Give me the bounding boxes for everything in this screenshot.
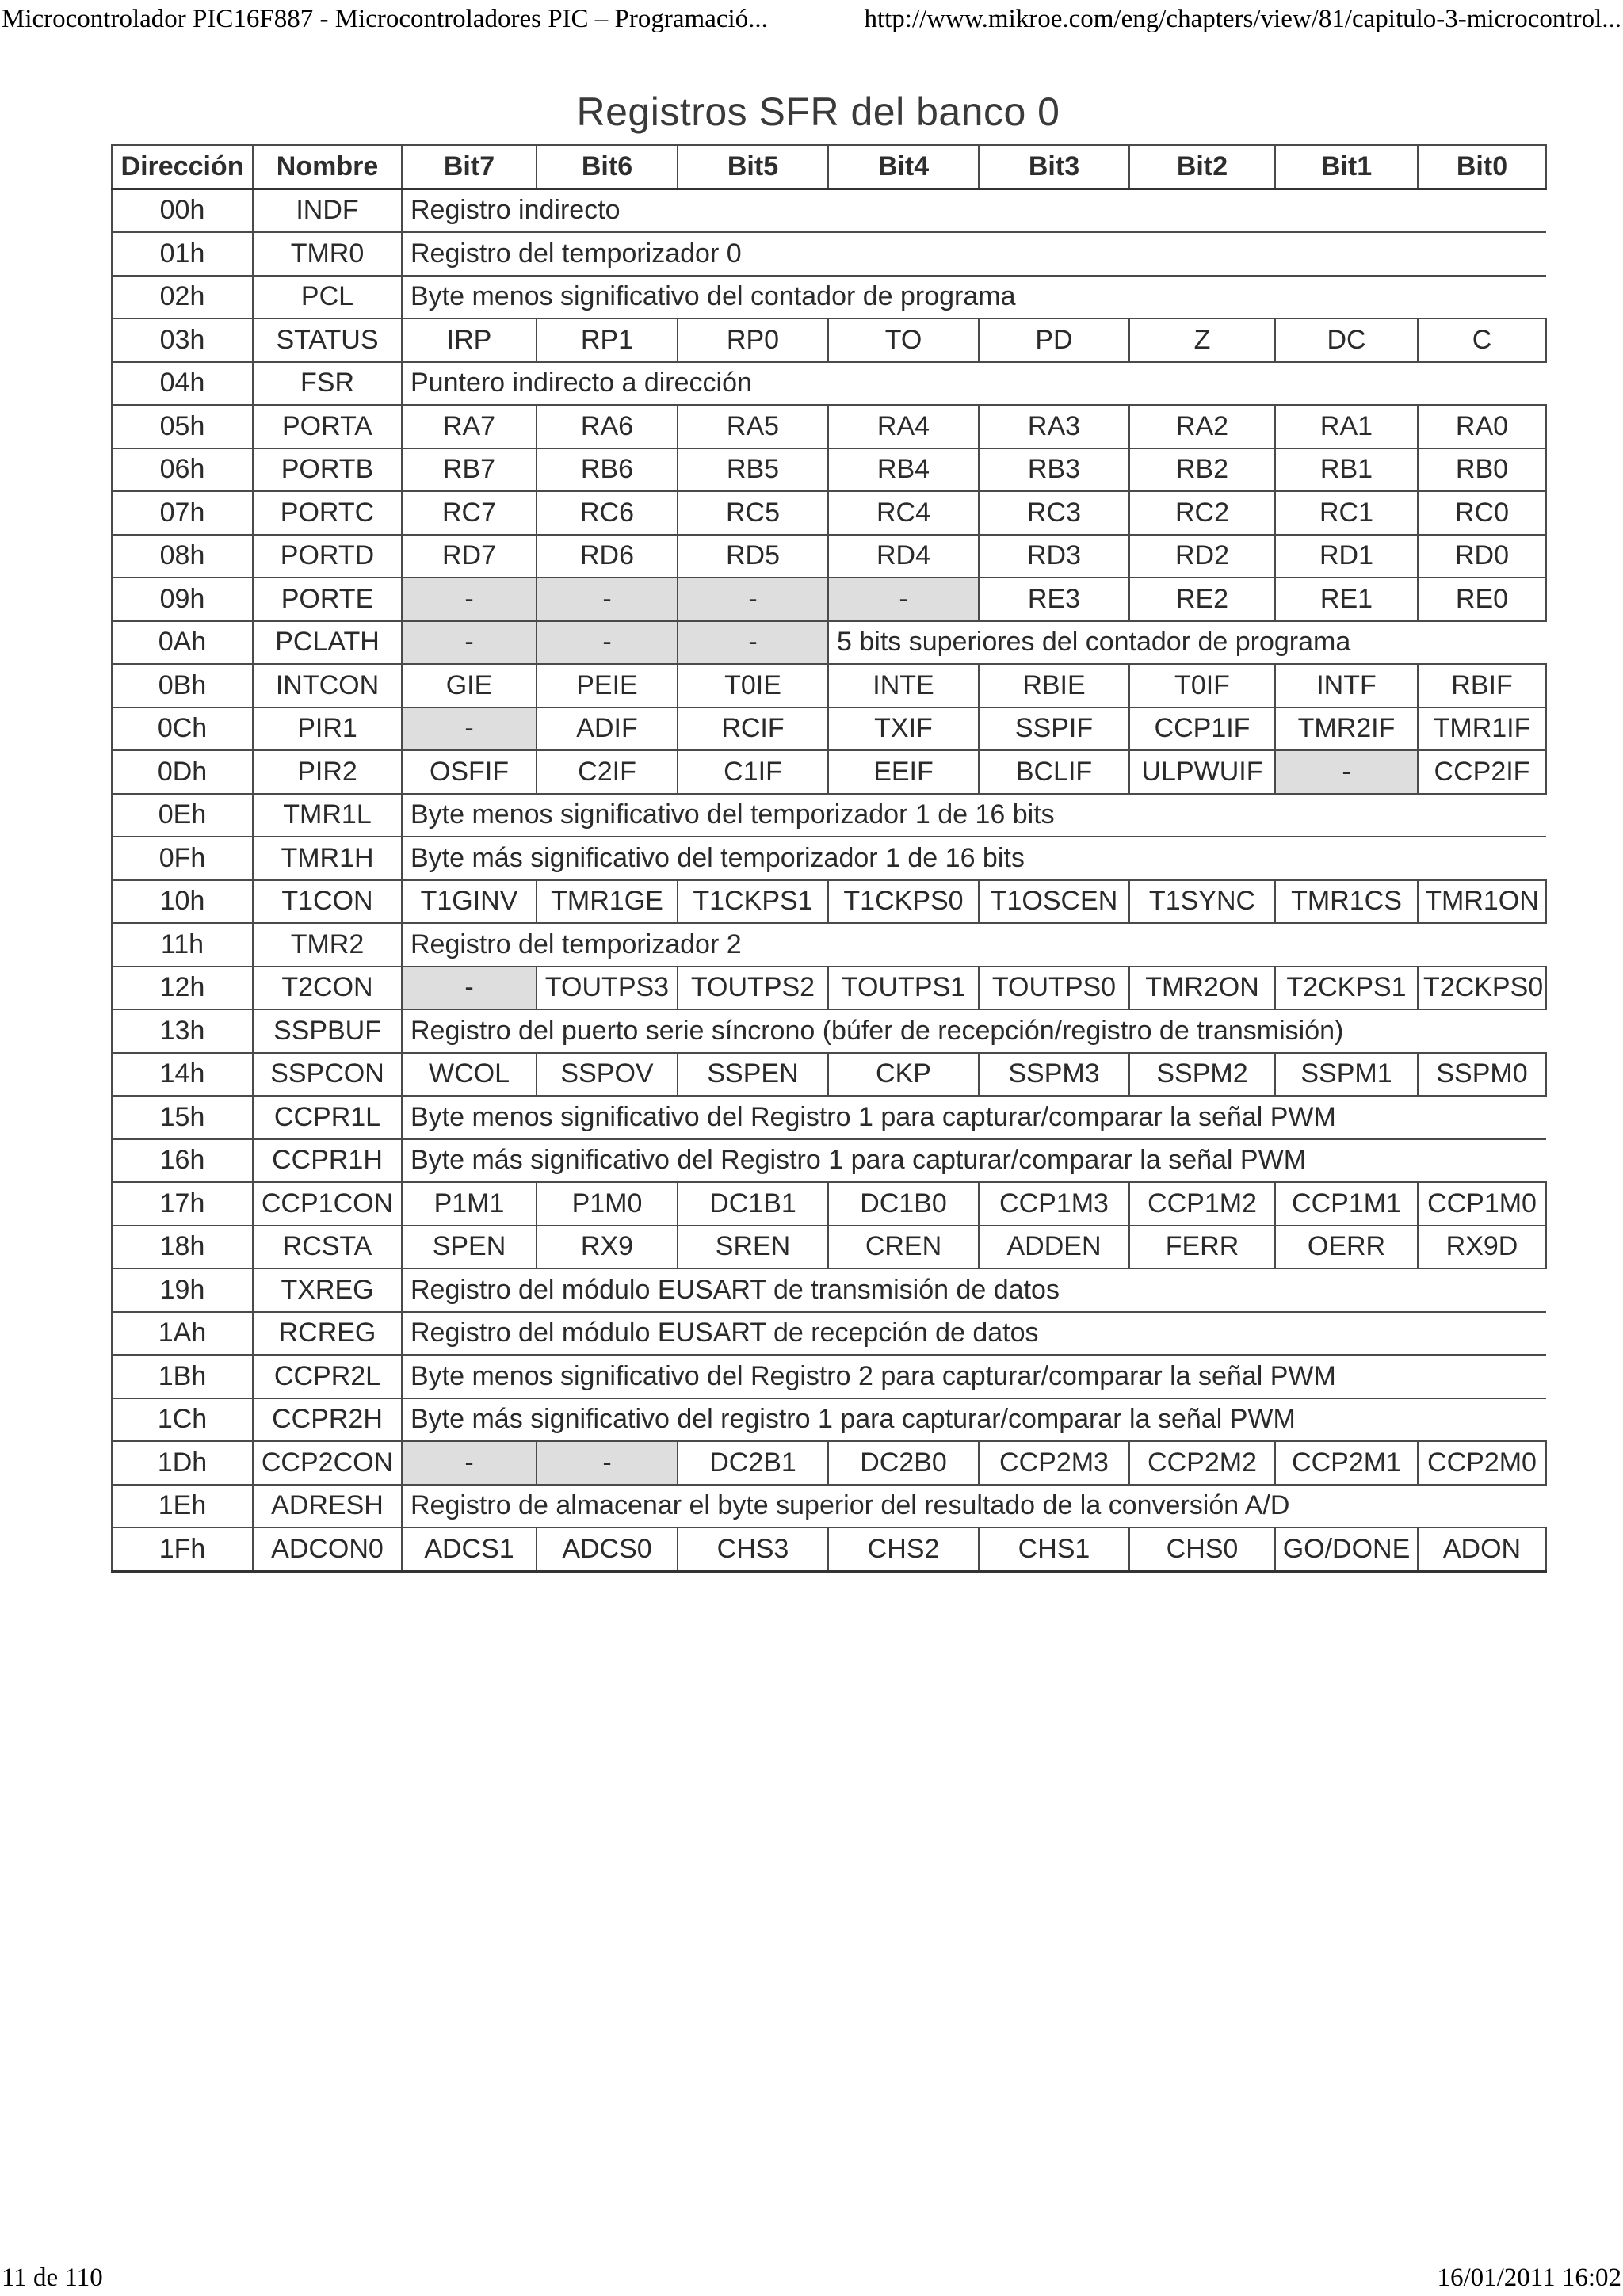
table-row (112, 318, 1546, 362)
bit-cell: RBIF (1418, 664, 1546, 707)
bit-cell: RC1 (1275, 491, 1418, 535)
bit-cell: INTF (1275, 664, 1418, 707)
address-cell: 0Eh (112, 794, 253, 837)
register-name-cell: CCPR2H (253, 1398, 402, 1442)
address-cell: 06h (112, 448, 253, 492)
address-cell: 02h (112, 276, 253, 319)
bit-cell: - (678, 621, 828, 665)
bit-cell: RD1 (1275, 535, 1418, 578)
description-cell: Byte menos significativo del Registro 1 para capturar/comparar la señal PWM (402, 1096, 1546, 1139)
header-cell: Bit1 (1275, 145, 1418, 189)
register-name-cell: PORTA (253, 405, 402, 448)
bit-cell: CCP1M3 (979, 1182, 1129, 1226)
bit-cell: T0IE (678, 664, 828, 707)
bit-cell: RA2 (1129, 405, 1275, 448)
bit-cell: OSFIF (402, 750, 537, 794)
register-name-cell: SSPCON (253, 1053, 402, 1097)
bit-cell: T1SYNC (1129, 880, 1275, 924)
bit-cell: RA0 (1418, 405, 1546, 448)
bit-cell: RA6 (537, 405, 678, 448)
description-cell: 5 bits superiores del contador de programa (828, 621, 1546, 665)
bit-cell: - (828, 578, 979, 621)
table-row (112, 1268, 1546, 1312)
address-cell: 12h (112, 967, 253, 1010)
description-cell: Registro indirecto (402, 189, 1546, 232)
register-name-cell: TMR0 (253, 232, 402, 276)
bit-cell: CCP2M2 (1129, 1441, 1275, 1485)
register-name-cell: PIR1 (253, 707, 402, 751)
print-header (0, 0, 1623, 48)
bit-cell: TMR2IF (1275, 707, 1418, 751)
table-row (112, 1312, 1546, 1356)
bit-cell: C (1418, 318, 1546, 362)
bit-cell: RD7 (402, 535, 537, 578)
bit-cell: RA7 (402, 405, 537, 448)
bit-cell: WCOL (402, 1053, 537, 1097)
address-cell: 0Ah (112, 621, 253, 665)
bit-cell: RP1 (537, 318, 678, 362)
bit-cell: ADON (1418, 1527, 1546, 1571)
bit-cell: ADDEN (979, 1226, 1129, 1269)
bit-cell: ADCS1 (402, 1527, 537, 1571)
address-cell: 0Ch (112, 707, 253, 751)
register-name-cell: PORTE (253, 578, 402, 621)
table-row (112, 967, 1546, 1010)
bit-cell: TO (828, 318, 979, 362)
header-cell: Bit5 (678, 145, 828, 189)
register-name-cell: T2CON (253, 967, 402, 1010)
bit-cell: ADCS0 (537, 1527, 678, 1571)
bit-cell: OERR (1275, 1226, 1418, 1269)
table-row (112, 1355, 1546, 1398)
register-name-cell: STATUS (253, 318, 402, 362)
bit-cell: BCLIF (979, 750, 1129, 794)
bit-cell: RC7 (402, 491, 537, 535)
bit-cell: RC3 (979, 491, 1129, 535)
bit-cell: DC1B1 (678, 1182, 828, 1226)
register-name-cell: CCP1CON (253, 1182, 402, 1226)
register-name-cell: INTCON (253, 664, 402, 707)
table-row (112, 880, 1546, 924)
description-cell: Registro del módulo EUSART de recepción de datos (402, 1312, 1546, 1356)
address-cell: 17h (112, 1182, 253, 1226)
bit-cell: RBIE (979, 664, 1129, 707)
bit-cell: RD6 (537, 535, 678, 578)
register-name-cell: CCPR1H (253, 1139, 402, 1183)
table-row (112, 750, 1546, 794)
address-cell: 11h (112, 923, 253, 967)
bit-cell: - (678, 578, 828, 621)
bit-cell: RP0 (678, 318, 828, 362)
bit-cell: TOUTPS2 (678, 967, 828, 1010)
register-name-cell: TMR2 (253, 923, 402, 967)
address-cell: 1Bh (112, 1355, 253, 1398)
bit-cell: RB1 (1275, 448, 1418, 492)
address-cell: 10h (112, 880, 253, 924)
print-datetime: 16/01/2011 16:02 (1437, 2264, 1621, 2292)
bit-cell: RB4 (828, 448, 979, 492)
table-row (112, 1441, 1546, 1485)
bit-cell: CHS2 (828, 1527, 979, 1571)
address-cell: 13h (112, 1009, 253, 1053)
table-row (112, 578, 1546, 621)
address-cell: 0Dh (112, 750, 253, 794)
bit-cell: - (402, 967, 537, 1010)
bit-cell: RC0 (1418, 491, 1546, 535)
bit-cell: TXIF (828, 707, 979, 751)
address-cell: 05h (112, 405, 253, 448)
bit-cell: ADIF (537, 707, 678, 751)
register-name-cell: SSPBUF (253, 1009, 402, 1053)
address-cell: 1Ah (112, 1312, 253, 1356)
address-cell: 0Fh (112, 837, 253, 880)
address-cell: 1Dh (112, 1441, 253, 1485)
bit-cell: TMR2ON (1129, 967, 1275, 1010)
address-cell: 07h (112, 491, 253, 535)
address-cell: 04h (112, 362, 253, 406)
sfr-table-container (111, 144, 1544, 1564)
bit-cell: RA3 (979, 405, 1129, 448)
bit-cell: T1CKPS1 (678, 880, 828, 924)
bit-cell: RB3 (979, 448, 1129, 492)
table-row (112, 448, 1546, 492)
bit-cell: RD2 (1129, 535, 1275, 578)
bit-cell: RE0 (1418, 578, 1546, 621)
register-name-cell: TMR1H (253, 837, 402, 880)
bit-cell: C1IF (678, 750, 828, 794)
bit-cell: - (537, 1441, 678, 1485)
register-name-cell: PORTB (253, 448, 402, 492)
address-cell: 18h (112, 1226, 253, 1269)
bit-cell: T1OSCEN (979, 880, 1129, 924)
address-cell: 1Ch (112, 1398, 253, 1442)
bit-cell: TMR1ON (1418, 880, 1546, 924)
bit-cell: SSPM2 (1129, 1053, 1275, 1097)
bit-cell: T2CKPS0 (1418, 967, 1546, 1010)
print-header-title: Microcontrolador PIC16F887 - Microcontroladores PIC – Programació... (2, 5, 768, 33)
table-row (112, 1009, 1546, 1053)
bit-cell: RE2 (1129, 578, 1275, 621)
table-row (112, 794, 1546, 837)
bit-cell: RE1 (1275, 578, 1418, 621)
register-name-cell: RCSTA (253, 1226, 402, 1269)
description-cell: Byte menos significativo del temporizador 1 de 16 bits (402, 794, 1546, 837)
table-row (112, 621, 1546, 665)
bit-cell: - (402, 1441, 537, 1485)
bit-cell: SREN (678, 1226, 828, 1269)
register-name-cell: T1CON (253, 880, 402, 924)
table-row (112, 707, 1546, 751)
address-cell: 09h (112, 578, 253, 621)
table-row (112, 535, 1546, 578)
bit-cell: RC2 (1129, 491, 1275, 535)
bit-cell: RB0 (1418, 448, 1546, 492)
header-cell: Bit3 (979, 145, 1129, 189)
bit-cell: IRP (402, 318, 537, 362)
bit-cell: RB6 (537, 448, 678, 492)
description-cell: Byte menos significativo del Registro 2 para capturar/comparar la señal PWM (402, 1355, 1546, 1398)
address-cell: 19h (112, 1268, 253, 1312)
register-name-cell: ADCON0 (253, 1527, 402, 1571)
bit-cell: GO/DONE (1275, 1527, 1418, 1571)
table-row (112, 837, 1546, 880)
table-row (112, 664, 1546, 707)
bit-cell: CHS1 (979, 1527, 1129, 1571)
bit-cell: EEIF (828, 750, 979, 794)
address-cell: 01h (112, 232, 253, 276)
register-name-cell: TXREG (253, 1268, 402, 1312)
bit-cell: PEIE (537, 664, 678, 707)
bit-cell: CHS3 (678, 1527, 828, 1571)
bit-cell: CCP1M0 (1418, 1182, 1546, 1226)
address-cell: 1Eh (112, 1485, 253, 1528)
bit-cell: RX9D (1418, 1226, 1546, 1269)
header-cell: Bit0 (1418, 145, 1546, 189)
address-cell: 15h (112, 1096, 253, 1139)
table-row (112, 1527, 1546, 1571)
bit-cell: GIE (402, 664, 537, 707)
description-cell: Registro del puerto serie síncrono (búfer de recepción/registro de transmisión) (402, 1009, 1546, 1053)
table-header-row (112, 145, 1546, 189)
address-cell: 03h (112, 318, 253, 362)
description-cell: Registro del temporizador 2 (402, 923, 1546, 967)
table-row (112, 276, 1546, 319)
bit-cell: RX9 (537, 1226, 678, 1269)
register-name-cell: CCPR2L (253, 1355, 402, 1398)
description-cell: Puntero indirecto a dirección (402, 362, 1546, 406)
bit-cell: SSPM0 (1418, 1053, 1546, 1097)
bit-cell: T1CKPS0 (828, 880, 979, 924)
bit-cell: RD3 (979, 535, 1129, 578)
bit-cell: CCP2M1 (1275, 1441, 1418, 1485)
bit-cell: PD (979, 318, 1129, 362)
table-row (112, 189, 1546, 232)
bit-cell: CCP1IF (1129, 707, 1275, 751)
bit-cell: SSPEN (678, 1053, 828, 1097)
table-row (112, 362, 1546, 406)
register-name-cell: PIR2 (253, 750, 402, 794)
bit-cell: TMR1GE (537, 880, 678, 924)
bit-cell: ULPWUIF (1129, 750, 1275, 794)
bit-cell: - (537, 578, 678, 621)
table-body (112, 189, 1546, 1571)
bit-cell: FERR (1129, 1226, 1275, 1269)
bit-cell: RC4 (828, 491, 979, 535)
register-name-cell: TMR1L (253, 794, 402, 837)
header-cell: Bit7 (402, 145, 537, 189)
register-name-cell: FSR (253, 362, 402, 406)
header-cell: Bit2 (1129, 145, 1275, 189)
bit-cell: TMR1CS (1275, 880, 1418, 924)
bit-cell: RA4 (828, 405, 979, 448)
register-name-cell: PORTC (253, 491, 402, 535)
bit-cell: TOUTPS1 (828, 967, 979, 1010)
bit-cell: RCIF (678, 707, 828, 751)
bit-cell: CHS0 (1129, 1527, 1275, 1571)
print-header-url: http://www.mikroe.com/eng/chapters/view/81/capitulo-3-microcontrol... (864, 5, 1621, 33)
description-cell: Registro del módulo EUSART de transmisión de datos (402, 1268, 1546, 1312)
address-cell: 1Fh (112, 1527, 253, 1571)
bit-cell: TMR1IF (1418, 707, 1546, 751)
bit-cell: - (402, 578, 537, 621)
header-cell: Nombre (253, 145, 402, 189)
print-footer (0, 2248, 1623, 2296)
header-cell: Bit4 (828, 145, 979, 189)
bit-cell: SSPOV (537, 1053, 678, 1097)
bit-cell: C2IF (537, 750, 678, 794)
bit-cell: DC1B0 (828, 1182, 979, 1226)
bit-cell: CCP1M1 (1275, 1182, 1418, 1226)
description-cell: Byte menos significativo del contador de programa (402, 276, 1546, 319)
description-cell: Byte más significativo del registro 1 para capturar/comparar la señal PWM (402, 1398, 1546, 1442)
table-row (112, 1485, 1546, 1528)
bit-cell: P1M1 (402, 1182, 537, 1226)
bit-cell: T0IF (1129, 664, 1275, 707)
bit-cell: TOUTPS3 (537, 967, 678, 1010)
bit-cell: - (402, 621, 537, 665)
bit-cell: SPEN (402, 1226, 537, 1269)
header-cell: Bit6 (537, 145, 678, 189)
bit-cell: RC6 (537, 491, 678, 535)
bit-cell: SSPM3 (979, 1053, 1129, 1097)
table-row (112, 232, 1546, 276)
bit-cell: RB2 (1129, 448, 1275, 492)
table-row (112, 405, 1546, 448)
register-name-cell: PCLATH (253, 621, 402, 665)
bit-cell: DC2B0 (828, 1441, 979, 1485)
table-row (112, 1398, 1546, 1442)
bit-cell: INTE (828, 664, 979, 707)
register-name-cell: RCREG (253, 1312, 402, 1356)
table-row (112, 1182, 1546, 1226)
register-name-cell: INDF (253, 189, 402, 232)
description-cell: Registro de almacenar el byte superior del resultado de la conversión A/D (402, 1485, 1546, 1528)
table-row (112, 1053, 1546, 1097)
bit-cell: CCP1M2 (1129, 1182, 1275, 1226)
bit-cell: RD0 (1418, 535, 1546, 578)
bit-cell: CREN (828, 1226, 979, 1269)
table-row (112, 1226, 1546, 1269)
address-cell: 16h (112, 1139, 253, 1183)
register-name-cell: PCL (253, 276, 402, 319)
bit-cell: RC5 (678, 491, 828, 535)
bit-cell: - (1275, 750, 1418, 794)
bit-cell: - (402, 707, 537, 751)
bit-cell: RB5 (678, 448, 828, 492)
sfr-table (111, 144, 1547, 1573)
header-cell: Dirección (112, 145, 253, 189)
bit-cell: T2CKPS1 (1275, 967, 1418, 1010)
description-cell: Byte más significativo del temporizador 1 de 16 bits (402, 837, 1546, 880)
table-row (112, 491, 1546, 535)
bit-cell: RA5 (678, 405, 828, 448)
bit-cell: RD5 (678, 535, 828, 578)
bit-cell: RD4 (828, 535, 979, 578)
bit-cell: CKP (828, 1053, 979, 1097)
bit-cell: CCP2M3 (979, 1441, 1129, 1485)
register-name-cell: ADRESH (253, 1485, 402, 1528)
bit-cell: RA1 (1275, 405, 1418, 448)
bit-cell: SSPIF (979, 707, 1129, 751)
register-name-cell: PORTD (253, 535, 402, 578)
bit-cell: DC2B1 (678, 1441, 828, 1485)
bit-cell: P1M0 (537, 1182, 678, 1226)
bit-cell: DC (1275, 318, 1418, 362)
bit-cell: RB7 (402, 448, 537, 492)
address-cell: 00h (112, 189, 253, 232)
address-cell: 08h (112, 535, 253, 578)
bit-cell: Z (1129, 318, 1275, 362)
register-name-cell: CCPR1L (253, 1096, 402, 1139)
table-row (112, 1096, 1546, 1139)
bit-cell: CCP2IF (1418, 750, 1546, 794)
register-name-cell: CCP2CON (253, 1441, 402, 1485)
address-cell: 0Bh (112, 664, 253, 707)
bit-cell: SSPM1 (1275, 1053, 1418, 1097)
bit-cell: - (537, 621, 678, 665)
table-row (112, 1139, 1546, 1183)
bit-cell: TOUTPS0 (979, 967, 1129, 1010)
bit-cell: CCP2M0 (1418, 1441, 1546, 1485)
table-row (112, 923, 1546, 967)
description-cell: Byte más significativo del Registro 1 para capturar/comparar la señal PWM (402, 1139, 1546, 1183)
page-number: 11 de 110 (2, 2264, 103, 2292)
bit-cell: RE3 (979, 578, 1129, 621)
description-cell: Registro del temporizador 0 (402, 232, 1546, 276)
table-title: Registros SFR del banco 0 (576, 90, 1060, 134)
address-cell: 14h (112, 1053, 253, 1097)
bit-cell: T1GINV (402, 880, 537, 924)
